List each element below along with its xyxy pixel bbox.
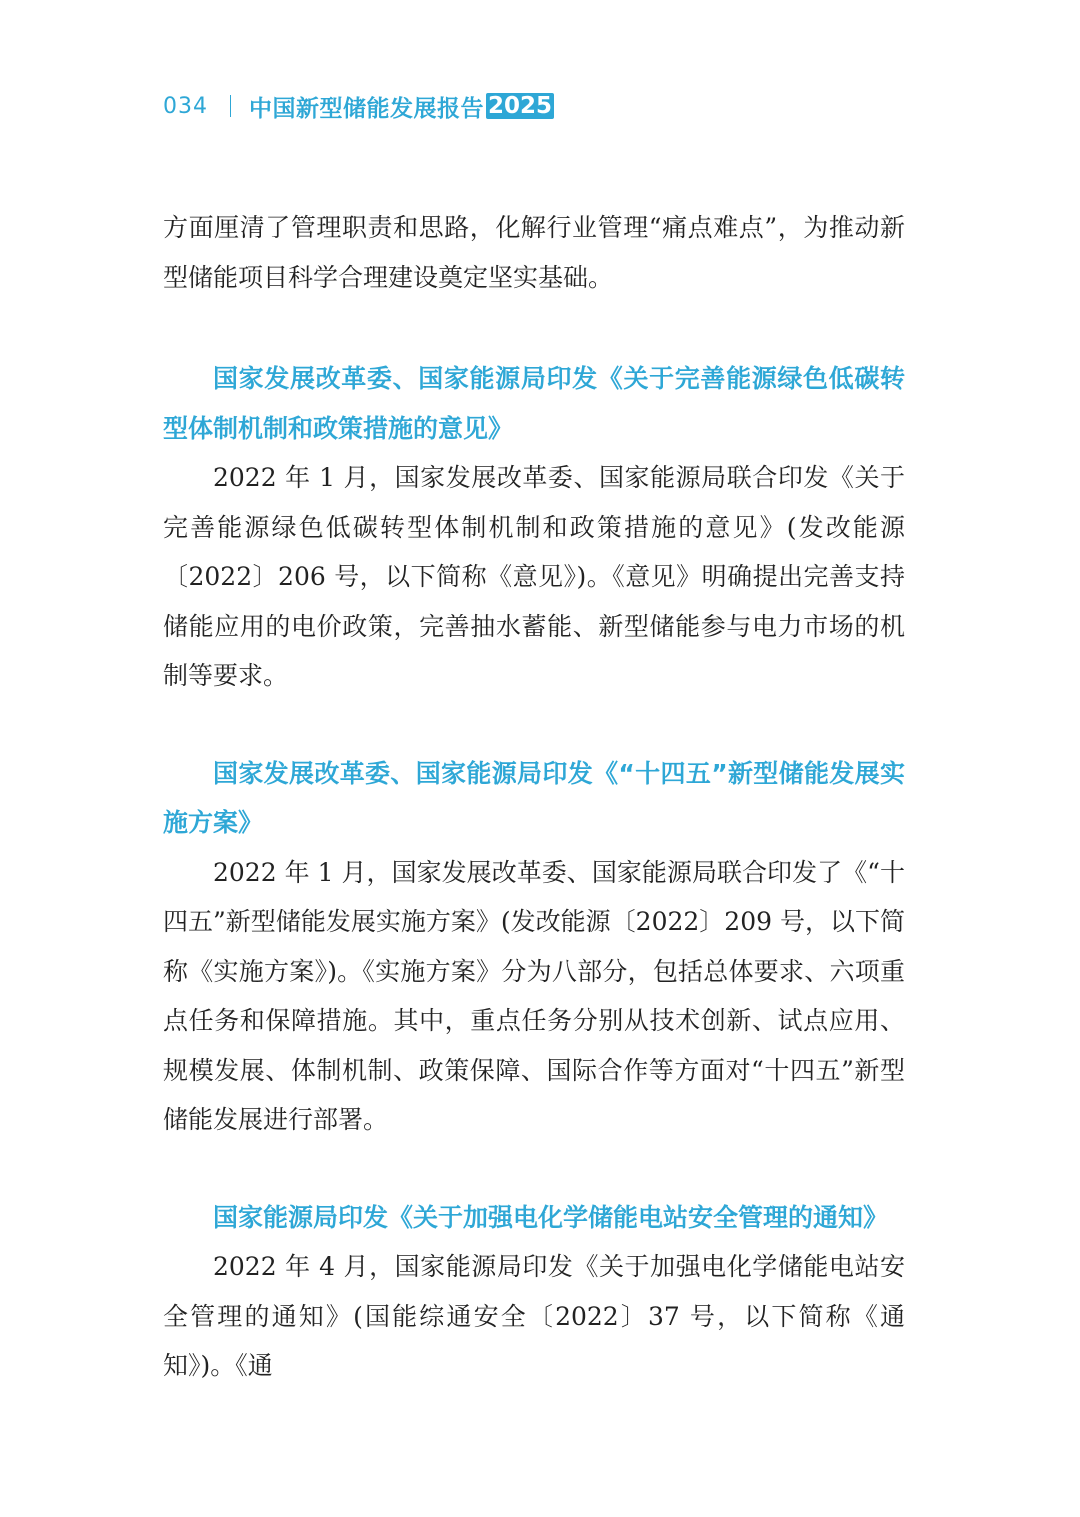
report-year-badge: 2025 [488,93,553,119]
continued-paragraph: 方面厘清了管理职责和思路，化解行业管理“痛点难点”，为推动新型储能项目科学合理建设奠定坚实基础。 [163,213,905,292]
section-body-safety-notice: 2022 年 4 月，国家能源局印发《关于加强电化学储能电站安全管理的通知》(国能综通安全〔2022〕37 号，以下简称《通知》)。《通 [163,1252,905,1380]
report-title: 中国新型储能发展报告 [249,95,484,122]
section-body-14th-five-year-plan: 2022 年 1 月，国家发展改革委、国家能源局联合印发了《“十四五”新型储能发展实施方案》(发改能源〔2022〕209 号，以下简称《实施方案》)。《实施方案》分为八部分，包括总体要求、六项重点任务和保障措施。其中，重点任务分别从技术创新、试点应用、规模发展、体制机制、政策保障、国际合作等方面对“十四五”新型储能发展进行部署。 [163,857,905,1134]
section-body-energy-transition-opinion: 2022 年 1 月，国家发展改革委、国家能源局联合印发《关于完善能源绿色低碳转型体制机制和政策措施的意见》(发改能源〔2022〕206 号，以下简称《意见》)。《意见》明确提出完善支持储能应用的电价政策，完善抽水蓄能、新型储能参与电力市场的机制等要求。 [163,463,905,690]
page-content [163,203,905,1391]
section-heading-energy-transition-opinion: 国家发展改革委、国家能源局印发《关于完善能源绿色低碳转型体制机制和政策措施的意见》 [163,364,905,443]
page-header [163,86,554,126]
section-heading-safety-notice: 国家能源局印发《关于加强电化学储能电站安全管理的通知》 [213,1202,889,1232]
header-divider [230,95,231,117]
section-heading-14th-five-year-plan: 国家发展改革委、国家能源局印发《“十四五”新型储能发展实施方案》 [163,758,905,837]
page-number: 034 [163,93,208,119]
